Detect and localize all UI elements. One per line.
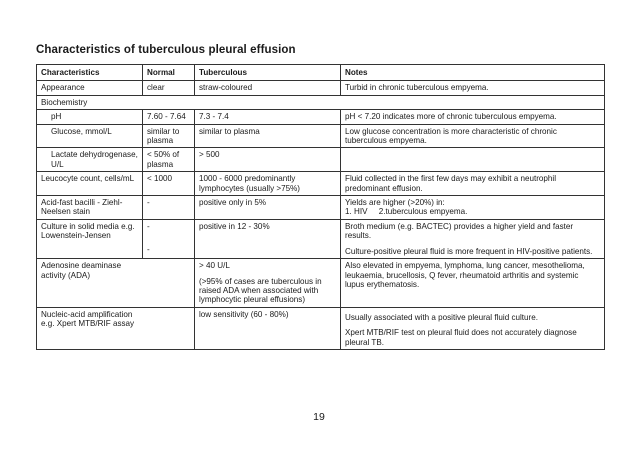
table-row-biochemistry-section — [37, 95, 605, 109]
cell-notes: Also elevated in empyema, lymphoma, lung cancer, mesothelioma, leukaemia, brucellosis, Q fever, rheumatoid arthritis and systemic lupus erythematosis. — [341, 259, 605, 308]
normal-value: - — [147, 221, 150, 231]
cell-tuberculous: low sensitivity (60 - 80%) — [195, 307, 341, 349]
notes-line: 1. HIV 2.tuberculous empyema. — [345, 207, 468, 217]
cell-characteristic: Culture in solid media e.g. Lowenstein-Jensen — [37, 219, 143, 258]
header-normal: Normal — [143, 65, 195, 81]
cell-notes: Turbid in chronic tuberculous empyema. — [341, 81, 605, 95]
normal-value: - — [147, 245, 150, 255]
cell-normal — [143, 219, 195, 258]
table-row-ph — [37, 110, 605, 124]
cell-tuberculous: 7.3 - 7.4 — [195, 110, 341, 124]
cell-notes — [341, 307, 605, 349]
cell-characteristic: Adenosine deaminase activity (ADA) — [37, 259, 143, 308]
header-notes: Notes — [341, 65, 605, 81]
cell-tuberculous: > 500 — [195, 148, 341, 172]
cell-normal — [143, 307, 195, 349]
cell-characteristic: Glucose, mmol/L — [37, 124, 143, 148]
cell-characteristic: Acid-fast bacilli - Ziehl-Neelsen stain — [37, 196, 143, 220]
cell-normal: < 1000 — [143, 172, 195, 196]
tb-pleural-effusion-table — [36, 64, 605, 350]
cell-tuberculous — [195, 259, 341, 308]
notes-paragraph: Broth medium (e.g. BACTEC) provides a higher yield and faster results. — [345, 221, 574, 241]
cell-tuberculous: positive in 12 - 30% — [195, 219, 341, 258]
header-characteristics: Characteristics — [37, 65, 143, 81]
page-title: Characteristics of tuberculous pleural effusion — [36, 44, 296, 56]
cell-notes: pH < 7.20 indicates more of chronic tuberculous empyema. — [341, 110, 605, 124]
cell-characteristic: Lactate dehydrogenase, U/L — [37, 148, 143, 172]
cell-characteristic: Nucleic-acid amplification e.g. Xpert MTB/RIF assay — [37, 307, 143, 349]
cell-tuberculous: 1000 - 6000 predominantly lymphocytes (usually >75%) — [195, 172, 341, 196]
cell-tuberculous: straw-coloured — [195, 81, 341, 95]
notes-paragraph: Usually associated with a positive pleural fluid culture. — [345, 312, 538, 322]
cell-normal: - — [143, 196, 195, 220]
tuberculous-value: > 40 U/L — [199, 261, 230, 271]
table-header-row — [37, 65, 605, 81]
table-row-culture — [37, 219, 605, 258]
cell-notes: Fluid collected in the first few days may exhibit a neutrophil predominant effusion. — [341, 172, 605, 196]
cell-characteristic: Leucocyte count, cells/mL — [37, 172, 143, 196]
cell-normal: 7.60 - 7.64 — [143, 110, 195, 124]
cell-notes — [341, 219, 605, 258]
cell-notes — [341, 196, 605, 220]
tuberculous-note: (>95% of cases are tuberculous in raised ADA when associated with lymphocytic pleural effusions) — [199, 276, 322, 305]
table-row-naat — [37, 307, 605, 349]
header-tuberculous: Tuberculous — [195, 65, 341, 81]
notes-paragraph: Xpert MTB/RIF test on pleural fluid does not accurately diagnose pleural TB. — [345, 328, 577, 347]
cell-normal — [143, 259, 195, 308]
cell-notes — [341, 148, 605, 172]
table-row-afb — [37, 196, 605, 220]
table-row-glucose — [37, 124, 605, 148]
notes-line: Yields are higher (>20%) in: — [345, 198, 445, 208]
page-number: 19 — [313, 411, 325, 423]
cell-normal: < 50% of plasma — [143, 148, 195, 172]
cell-characteristic: Appearance — [37, 81, 143, 95]
table-row-leucocyte — [37, 172, 605, 196]
cell-tuberculous: positive only in 5% — [195, 196, 341, 220]
notes-paragraph: Culture-positive pleural fluid is more frequent in HIV-positive patients. — [345, 246, 593, 256]
table-row-ldh — [37, 148, 605, 172]
cell-notes: Low glucose concentration is more characteristic of chronic tuberculous empyema. — [341, 124, 605, 148]
table-row-ada — [37, 259, 605, 308]
cell-normal: clear — [143, 81, 195, 95]
section-label-biochemistry: Biochemistry — [37, 95, 605, 109]
table-row-appearance — [37, 81, 605, 95]
cell-tuberculous: similar to plasma — [195, 124, 341, 148]
cell-characteristic: pH — [37, 110, 143, 124]
cell-normal: similar to plasma — [143, 124, 195, 148]
